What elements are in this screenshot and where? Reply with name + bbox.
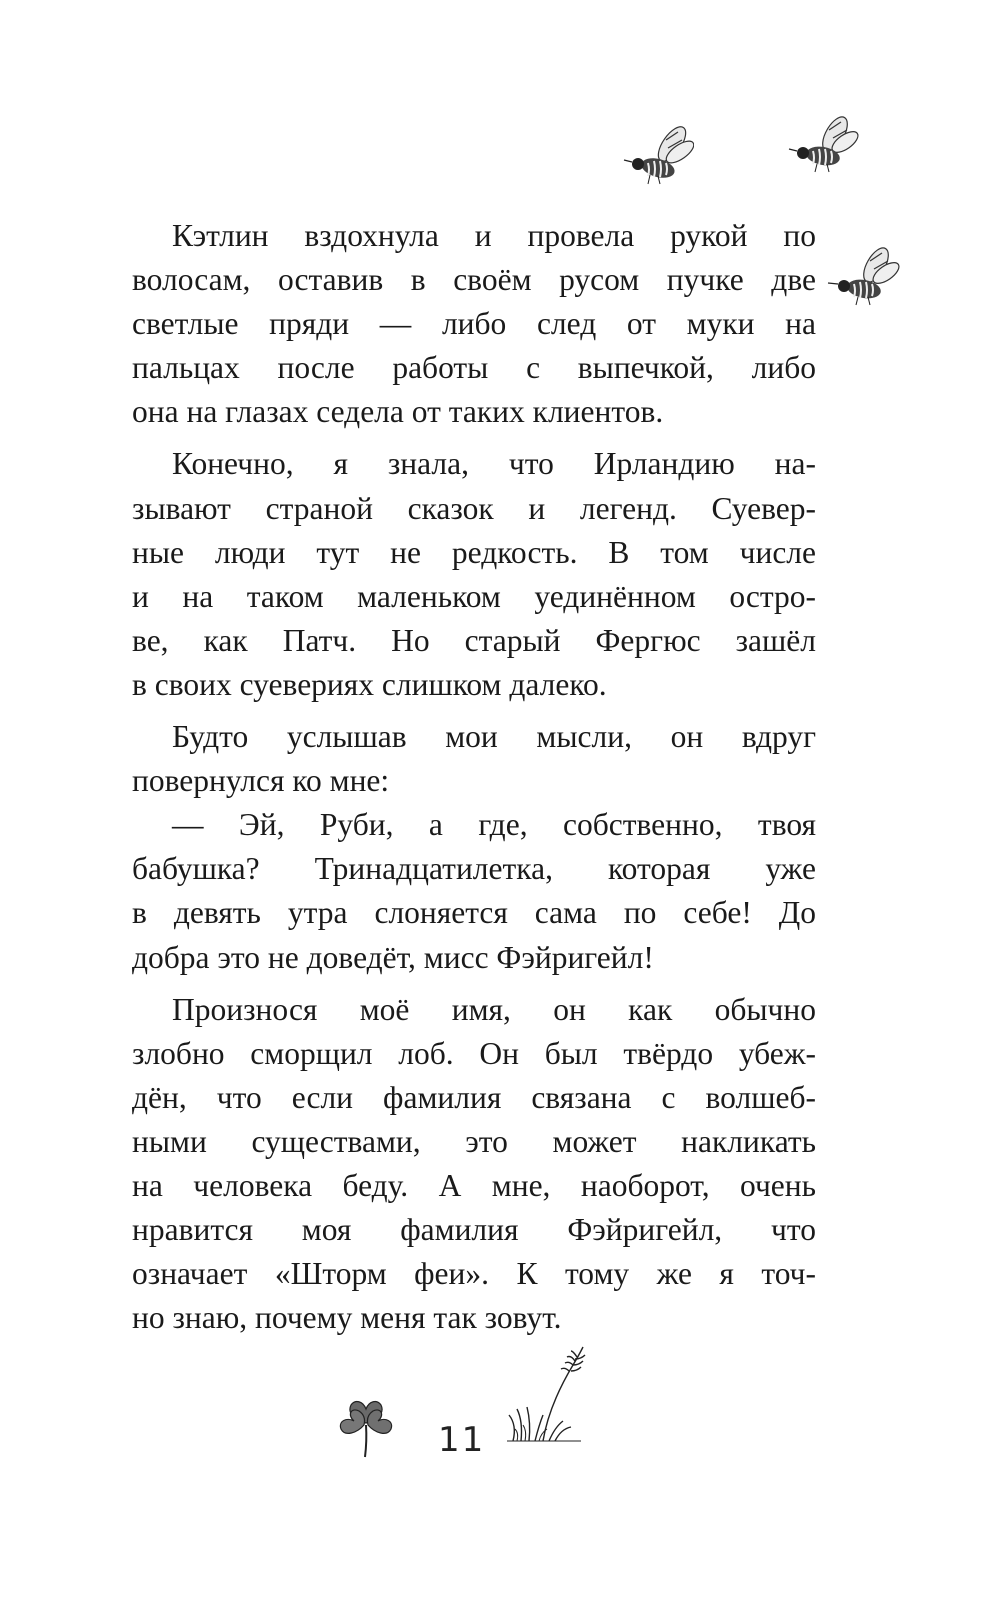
body-text xyxy=(132,214,816,1340)
text-line: Будто услышав мои мысли, он вдруг xyxy=(172,719,816,755)
paragraph xyxy=(132,715,816,803)
text-line: нравится моя фамилия Фэйригейл, что xyxy=(132,1212,816,1248)
text-line: пальцах после работы с выпечкой, либо xyxy=(132,350,816,386)
page-number: 11 xyxy=(438,1420,486,1460)
text-line: Конечно, я знала, что Ирландию на- xyxy=(172,446,816,482)
bee-icon xyxy=(787,114,861,176)
text-line: она на глазах седела от таких клиентов. xyxy=(132,394,664,430)
text-line: — Эй, Руби, а где, собственно, твоя xyxy=(172,807,816,843)
text-line: зывают страной сказок и легенд. Суевер- xyxy=(132,490,816,526)
text-line: в девять утра слоняется сама по себе! До xyxy=(132,895,816,931)
text-line: и на таком маленьком уединённом остро- xyxy=(132,578,816,614)
paragraph xyxy=(132,988,816,1341)
text-line: волосам, оставив в своём русом пучке две xyxy=(132,262,816,298)
paragraph xyxy=(132,214,816,434)
text-line: добра это не доведёт, мисс Фэйригейл! xyxy=(132,939,654,975)
text-line: злобно сморщил лоб. Он был твёрдо убеж- xyxy=(132,1035,816,1071)
clover-icon xyxy=(337,1395,395,1459)
bee-icon xyxy=(826,245,900,309)
text-line: повернулся ко мне: xyxy=(132,763,390,799)
text-line: дён, что если фамилия связана с волшеб- xyxy=(132,1079,816,1115)
text-line: но знаю, почему меня так зовут. xyxy=(132,1300,562,1336)
text-line: ными существами, это может накликать xyxy=(132,1123,816,1159)
bee-icon xyxy=(622,118,694,188)
text-line: на человека беду. А мне, наоборот, очень xyxy=(132,1167,816,1203)
text-line: бабушка? Тринадцатилетка, которая уже xyxy=(132,851,816,887)
paragraph xyxy=(132,803,816,979)
text-line: Произнося моё имя, он как обычно xyxy=(172,991,816,1027)
paragraph xyxy=(132,442,816,707)
text-line: ные люди тут не редкость. В том числе xyxy=(132,534,816,570)
grass-icon xyxy=(503,1345,593,1445)
text-line: означает «Шторм феи». К тому же я точ- xyxy=(132,1256,816,1292)
text-line: Кэтлин вздохнула и провела рукой по xyxy=(172,218,816,253)
text-line: в своих суевериях слишком далеко. xyxy=(132,666,607,702)
text-line: светлые пряди — либо след от муки на xyxy=(132,306,816,342)
text-line: ве, как Патч. Но старый Фергюс зашёл xyxy=(132,622,816,658)
